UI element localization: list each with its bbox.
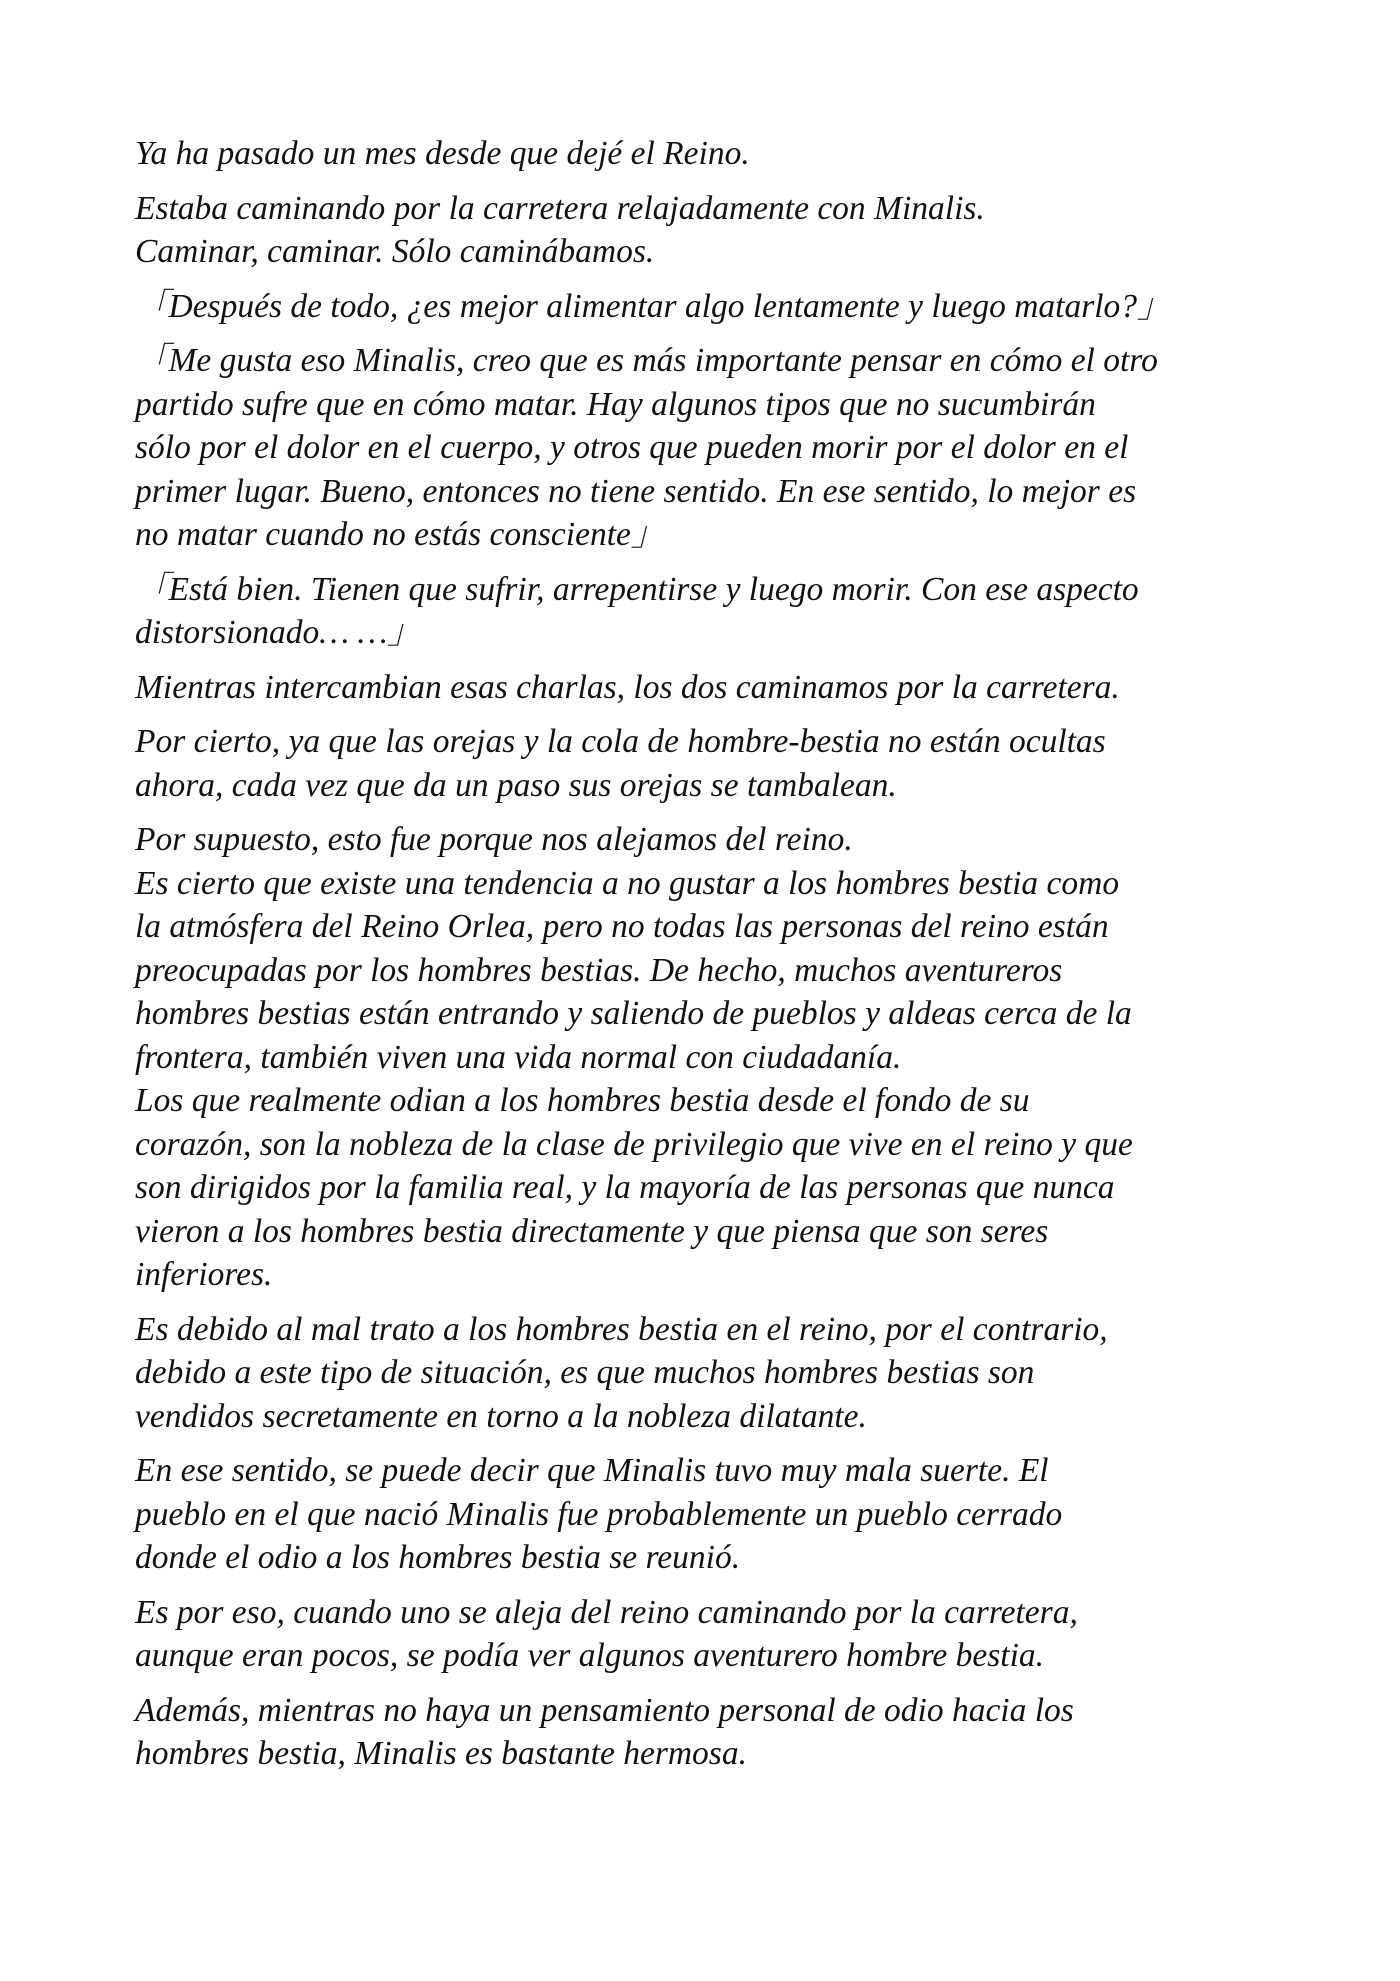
text-line: Los que realmente odian a los hombres bestia desde el fondo de su — [135, 1082, 1030, 1119]
text-line: primer lugar. Bueno, entonces no tiene sentido. En ese sentido, lo mejor es — [135, 472, 1137, 510]
document-body — [135, 132, 1275, 1787]
paragraph — [135, 666, 1275, 710]
text-line: debido a este tipo de situación, es que muchos hombres bestias son — [135, 1354, 1035, 1391]
text-line: frontera, también viven una vida normal con ciudadanía. — [135, 1038, 902, 1076]
text-line: corazón, son la nobleza de la clase de privilegio que vive en el reino y que — [135, 1125, 1133, 1163]
text-line: partido sufre que en cómo matar. Hay algunos tipos que no sucumbirán — [135, 385, 1096, 423]
paragraph — [135, 1449, 1275, 1580]
paragraph — [135, 818, 1275, 1297]
text-line: Ya ha pasado un mes desde que dejé el Reino. — [135, 135, 750, 172]
text-line: Es por eso, cuando uno se aleja del reino caminando por la carretera, — [135, 1593, 1078, 1631]
text-line: 「Está bien. Tienen que sufrir, arrepentirse y luego morir. Con ese aspecto — [135, 570, 1139, 608]
text-line: ahora, cada vez que da un paso sus orejas se tambalean. — [135, 766, 897, 804]
text-line: vendidos secretamente en torno a la nobleza dilatante. — [135, 1397, 867, 1435]
text-line: inferiores. — [135, 1256, 273, 1293]
paragraph — [135, 1591, 1275, 1678]
text-line: donde el odio a los hombres bestia se reunió. — [135, 1539, 741, 1576]
paragraph — [135, 1308, 1275, 1439]
text-line: son dirigidos por la familia real, y la mayoría de las personas que nunca — [135, 1169, 1115, 1206]
text-line: preocupadas por los hombres bestias. De hecho, muchos aventureros — [135, 951, 1063, 989]
text-line: vieron a los hombres bestia directamente y que piensa que son seres — [135, 1212, 1049, 1250]
text-line: Por supuesto, esto fue porque nos alejamos del reino. — [135, 821, 853, 858]
paragraph — [135, 568, 1275, 655]
text-line: 「Después de todo, ¿es mejor alimentar algo lentamente y luego matarlo?」 — [135, 287, 1171, 325]
text-line: Estaba caminando por la carretera relajadamente con Minalis. — [135, 189, 985, 227]
text-line: 「Me gusta eso Minalis, creo que es más importante pensar en cómo el otro — [135, 342, 1158, 379]
text-line: pueblo en el que nació Minalis fue probablemente un pueblo cerrado — [135, 1495, 1063, 1533]
text-line: hombres bestias están entrando y saliendo de pueblos y aldeas cerca de la — [135, 995, 1132, 1032]
text-line: Es debido al mal trato a los hombres bestia en el reino, por el contrario, — [135, 1310, 1108, 1348]
text-line: Mientras intercambian esas charlas, los dos caminamos por la carretera. — [135, 668, 1120, 706]
text-line: Por cierto, ya que las orejas y la cola de hombre-bestia no están ocultas — [135, 723, 1106, 760]
text-line: En ese sentido, se puede decir que Minalis tuvo muy mala suerte. El — [135, 1452, 1049, 1489]
paragraph — [135, 187, 1275, 274]
paragraph — [135, 132, 1275, 176]
text-line: sólo por el dolor en el cuerpo, y otros que pueden morir por el dolor en el — [135, 429, 1129, 466]
paragraph — [135, 720, 1275, 807]
paragraph — [135, 339, 1275, 557]
text-line: hombres bestia, Minalis es bastante hermosa. — [135, 1735, 747, 1772]
text-line: Es cierto que existe una tendencia a no gustar a los hombres bestia como — [135, 864, 1120, 902]
text-line: aunque eran pocos, se podía ver algunos aventurero hombre bestia. — [135, 1637, 1045, 1674]
text-line: distorsionado… …」 — [135, 614, 421, 651]
text-line: no matar cuando no estás consciente」 — [135, 516, 665, 553]
paragraph — [135, 285, 1275, 329]
text-line: la atmósfera del Reino Orlea, pero no todas las personas del reino están — [135, 908, 1109, 945]
text-line: Además, mientras no haya un pensamiento personal de odio hacia los — [135, 1691, 1074, 1729]
paragraph — [135, 1689, 1275, 1776]
text-line: Caminar, caminar. Sólo caminábamos. — [135, 233, 655, 270]
